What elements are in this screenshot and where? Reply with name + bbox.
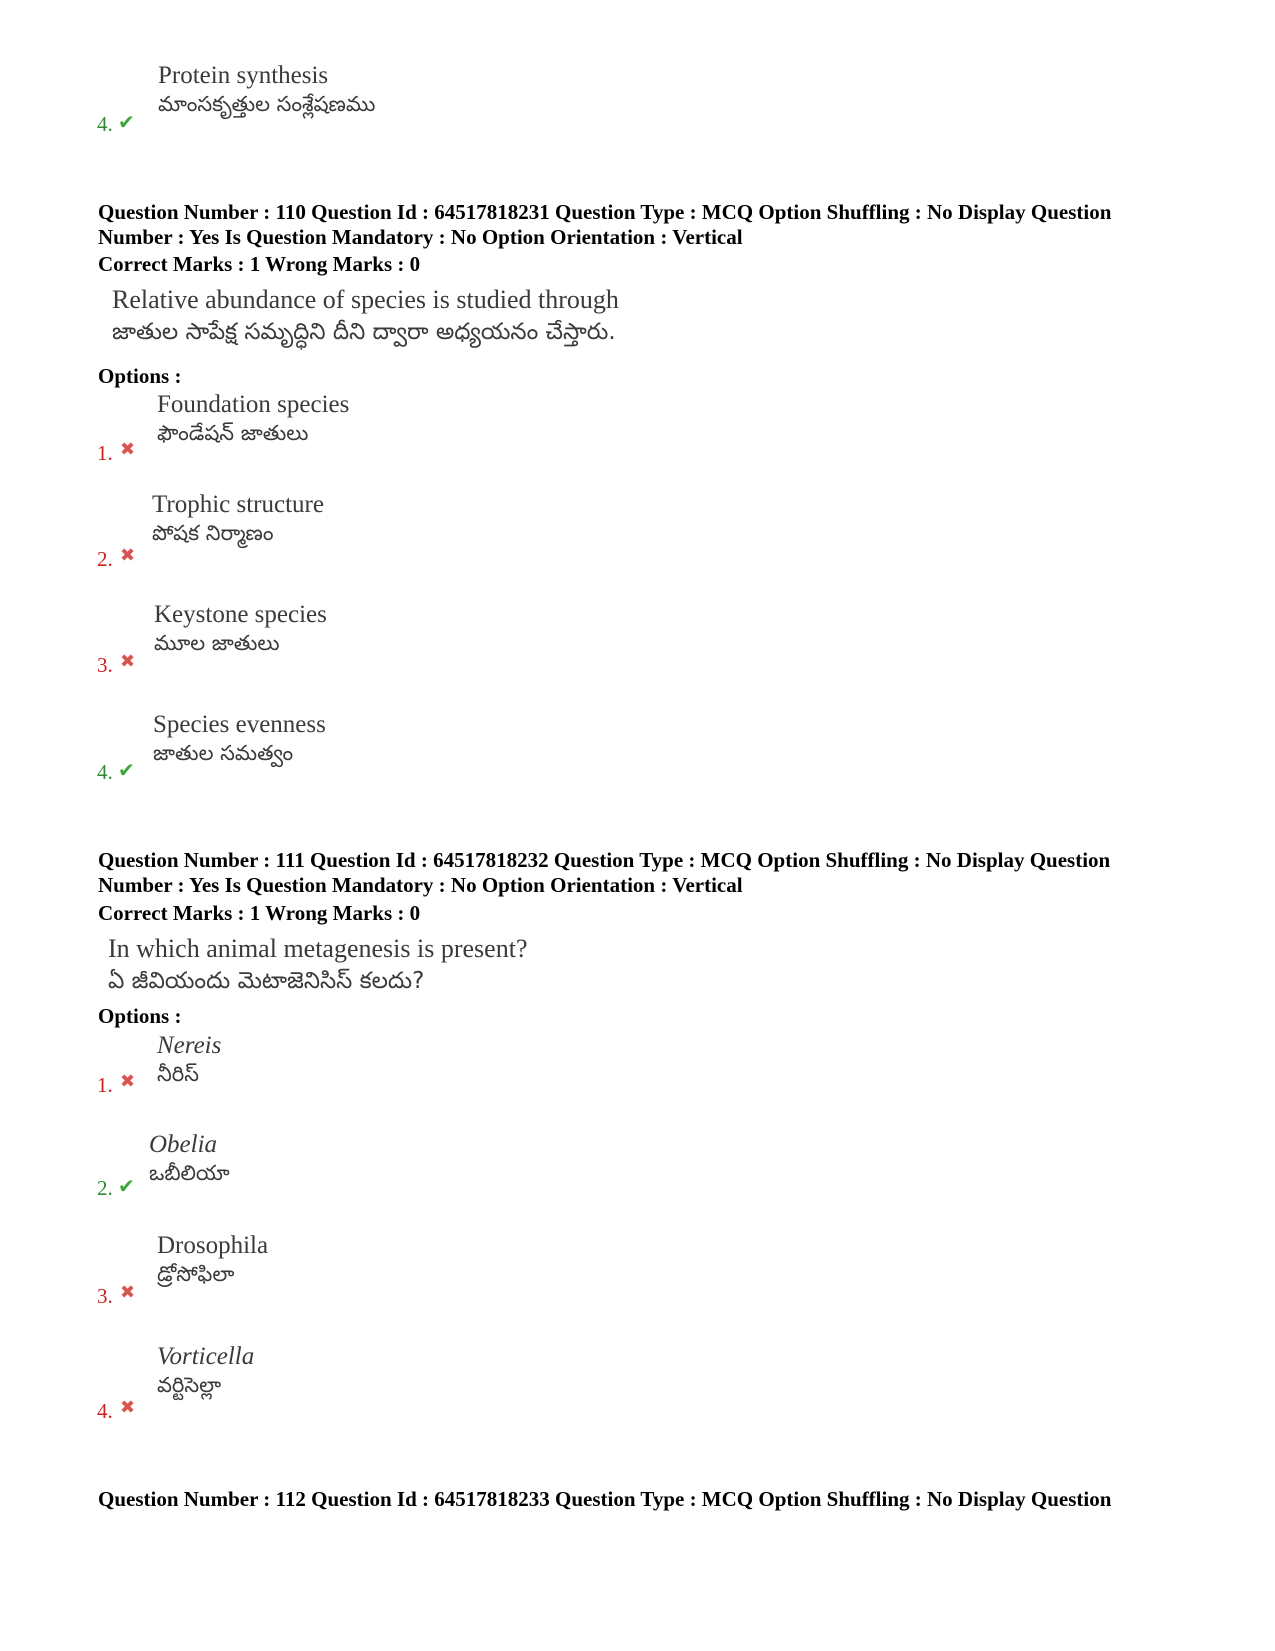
wrong-cross-icon: ✖	[120, 1282, 136, 1303]
question-110-text	[112, 285, 619, 347]
question-telugu-text: ఏ జీవియందు మెటాజెనిసిస్ కలదు?	[108, 968, 425, 994]
option-english-text: Trophic structure	[152, 491, 324, 518]
option-number: 3.	[97, 1284, 113, 1308]
question-111-meta: Question Number : 111 Question Id : 64517818232 Question Type : MCQ Option Shuffling : No Display Question Number : Yes Is Question Mandatory : No Option Orientation : Vertical	[98, 848, 1111, 897]
option-telugu-text: జాతుల సమత్వం	[153, 741, 294, 765]
wrong-cross-icon: ✖	[120, 651, 136, 672]
question-110-meta: Question Number : 110 Question Id : 64517818231 Question Type : MCQ Option Shuffling : No Display Question Number : Yes Is Question Mandatory : No Option Orientation : Vertical	[98, 200, 1112, 249]
option-number: 2.	[97, 1176, 113, 1200]
option-telugu-text: వర్టిసెల్లా	[157, 1373, 222, 1397]
options-label: Options :	[98, 364, 182, 388]
option-telugu-text: మాంసకృత్తుల సంశ్లేషణము	[158, 92, 376, 116]
question-english-text: In which animal metagenesis is present?	[108, 934, 528, 963]
option-english-text: Nereis	[157, 1032, 222, 1059]
option-1-content	[157, 1032, 221, 1092]
option-3-content	[157, 1232, 268, 1292]
options-label: Options :	[98, 1004, 182, 1028]
option-english-text: Obelia	[149, 1131, 218, 1158]
option-number: 4.	[97, 112, 113, 136]
correct-check-icon: ✔	[118, 110, 135, 134]
option-telugu-text: డ్రోసోఫిలా	[157, 1262, 235, 1286]
option-number: 4.	[97, 760, 113, 784]
option-number: 4.	[97, 1399, 113, 1423]
option-english-text: Species evenness	[153, 711, 326, 738]
option-telugu-text: నీరిస్	[157, 1062, 199, 1086]
correct-check-icon: ✔	[118, 1174, 135, 1198]
option-2-content	[149, 1131, 230, 1191]
option-english-text: Protein synthesis	[158, 62, 329, 89]
option-4-content	[153, 711, 326, 771]
wrong-cross-icon: ✖	[120, 545, 136, 566]
option-english-text: Keystone species	[154, 601, 327, 628]
option-number: 1.	[97, 1073, 113, 1097]
option-4-content	[157, 1343, 254, 1403]
option-telugu-text: పోషక నిర్మాణం	[152, 521, 274, 545]
option-1-content	[157, 391, 349, 451]
option-number: 2.	[97, 547, 113, 571]
wrong-cross-icon: ✖	[120, 1071, 136, 1092]
correct-check-icon: ✔	[118, 758, 135, 782]
question-112-meta: Question Number : 112 Question Id : 64517818233 Question Type : MCQ Option Shuffling : No Display Question	[98, 1487, 1112, 1511]
option-2-content	[152, 491, 324, 551]
option-3-content	[154, 601, 327, 661]
question-telugu-text: జాతుల సాపేక్ష సమృద్ధిని దీని ద్వారా అధ్యయనం చేస్తారు.	[112, 319, 616, 345]
question-111-text	[108, 934, 527, 996]
option-english-text: Vorticella	[157, 1343, 255, 1370]
option-telugu-text: ఫౌండేషన్ జాతులు	[157, 421, 309, 445]
option-4-content	[158, 62, 375, 122]
option-telugu-text: ఒబీలియా	[149, 1161, 230, 1185]
option-number: 1.	[97, 441, 113, 465]
question-111-marks: Correct Marks : 1 Wrong Marks : 0	[98, 901, 421, 925]
wrong-cross-icon: ✖	[120, 1397, 136, 1418]
option-english-text: Drosophila	[157, 1232, 269, 1259]
question-english-text: Relative abundance of species is studied through	[112, 285, 619, 314]
question-110-marks: Correct Marks : 1 Wrong Marks : 0	[98, 252, 421, 276]
option-english-text: Foundation species	[157, 391, 350, 418]
option-number: 3.	[97, 653, 113, 677]
wrong-cross-icon: ✖	[120, 439, 136, 460]
option-telugu-text: మూల జాతులు	[154, 631, 280, 655]
